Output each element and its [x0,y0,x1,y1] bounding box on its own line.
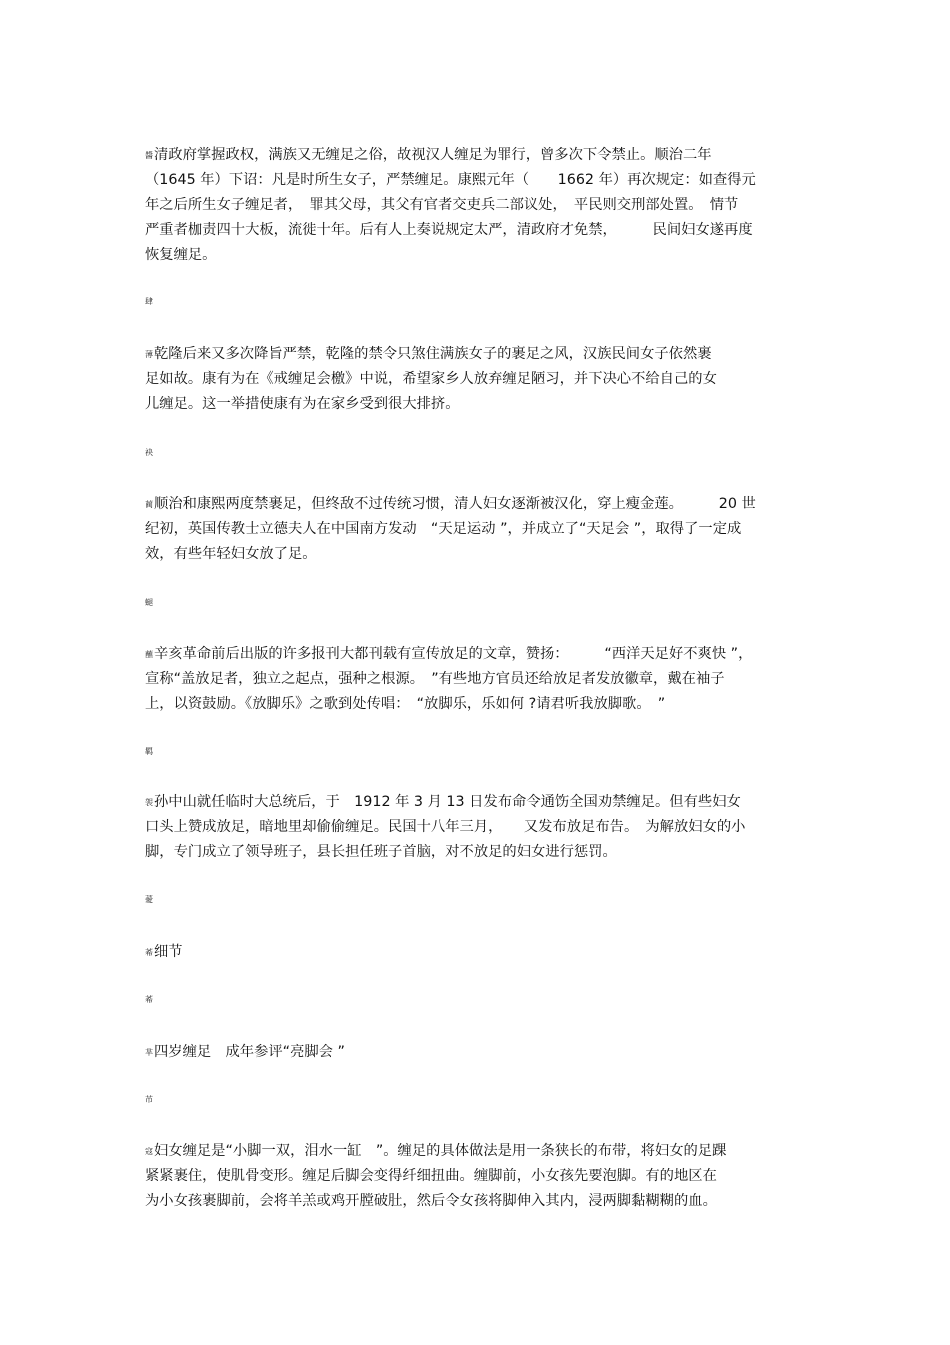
line-text: 顺治和康熙两度禁裹足，但终敌不过传统习惯，清人妇女逐渐被汉化，穿上瘦金莲。 20 世 [154,496,756,512]
paragraph-line [145,692,815,717]
paragraph-line [145,517,815,542]
line-text: 孙中山就任临时大总统后，于 1912 年 3 月 13 日发布命令通饬全国劝禁缠足。但有些妇女 [154,794,741,810]
heading-line [145,1040,815,1065]
paragraph-line [145,243,815,268]
separator-mark: 羁 [145,747,153,756]
section-subheading [145,1040,815,1065]
line-text: 上，以资鼓励。《放脚乐》之歌到处传唱： “放脚乐，乐如何 ?请君听我放脚歌。 ” [145,696,666,712]
paragraph-line [145,1164,815,1189]
line-text: 紧紧裹住，使肌骨变形。缠足后脚会变得纤细扭曲。缠脚前，小女孩先要泡脚。有的地区在 [145,1168,717,1184]
paragraph-sun-zhongshan [145,790,815,865]
paragraph-qing-ban [145,143,815,268]
line-text: 年之后所生女子缠足者， 罪其父母，其父有官者交吏兵二部议处， 平民则交刑部处置。 情节 [145,197,739,213]
paragraph-tianzu [145,492,815,567]
paragraph-line [145,168,815,193]
paragraph-line [145,342,815,367]
line-text: 辛亥革命前后出版的许多报刊大都刊载有宣传放足的文章，赞扬： “西洋天足好不爽快 ”， [154,646,753,662]
paragraph-foot-binding [145,1139,815,1214]
line-text: 效，有些年轻妇女放了足。 [145,546,317,562]
line-text: 纪初，英国传教士立德夫人在中国南方发动 “天足运动 ”，并成立了“天足会 ”，取得了一定成 [145,521,742,537]
paragraph-line [145,392,815,417]
line-text: 恢复缠足。 [145,247,217,263]
paragraph-line [145,667,815,692]
separator-mark: 薆 [145,895,153,904]
line-text: 口头上赞成放足，暗地里却偷偷缠足。民国十八年三月， 又发布放足布告。 为解放妇女的小 [145,819,746,835]
line-text: 脚，专门成立了领导班子，县长担任班子首脑，对不放足的妇女进行惩罚。 [145,844,617,860]
separator-mark: 芇 [145,1095,153,1104]
heading-text: 细节 [154,944,183,960]
paragraph-marker: 蔺 [145,500,153,509]
line-text: 严重者枷责四十大板，流徙十年。后有人上奏说规定太严，清政府才免禁， 民间妇女遂再度 [145,222,753,238]
paragraph-marker: 薄 [145,350,153,359]
paragraph-line [145,642,815,667]
separator-mark: 螁 [145,598,153,607]
line-text: 清政府掌握政权，满族又无缠足之俗，故视汉人缠足为罪行，曾多次下令禁止。顺治二年 [154,147,712,163]
paragraph-marker: 芈 [145,1048,153,1057]
paragraph-line [145,790,815,815]
line-text: 妇女缠足是“小脚一双，泪水一缸 ”。缠足的具体做法是用一条狭长的布带，将妇女的足踝 [154,1143,727,1159]
paragraph-marker: 醬 [145,151,153,160]
line-text: 儿缠足。这一举措使康有为在家乡受到很大排挤。 [145,396,460,412]
paragraph-marker: 袈 [145,798,153,807]
paragraph-line [145,840,815,865]
paragraph-marker: 蘸 [145,650,153,659]
separator-mark: 莃 [145,995,153,1004]
line-text: 足如故。康有为在《戒缠足会檄》中说，希望家乡人放弃缠足陋习，并下决心不给自己的女 [145,371,717,387]
paragraph-line [145,193,815,218]
separator-mark: 袂 [145,448,153,457]
line-text: 为小女孩裹脚前，会将羊羔或鸡开膛破肚，然后令女孩将脚伸入其内，浸两脚黏糊糊的血。 [145,1193,717,1209]
paragraph-qianlong [145,342,815,417]
subheading-text: 四岁缠足 成年参评“亮脚会 ” [154,1044,345,1060]
paragraph-line [145,492,815,517]
line-text: 乾隆后来又多次降旨严禁，乾隆的禁令只煞住满族女子的裹足之风，汉族民间女子依然裹 [154,346,712,362]
paragraph-line [145,542,815,567]
paragraph-line [145,815,815,840]
paragraph-marker: 寇 [145,1147,153,1156]
line-text: （1645 年）下诏：凡是时所生女子，严禁缠足。康熙元年（ 1662 年）再次规定：如查得元 [145,172,756,188]
paragraph-line [145,143,815,168]
paragraph-line [145,367,815,392]
section-heading-details [145,940,815,965]
paragraph-xinhai [145,642,815,717]
separator-mark: 肆 [145,297,153,306]
paragraph-line [145,1139,815,1164]
paragraph-marker: 莃 [145,948,153,957]
paragraph-line [145,1189,815,1214]
heading-line [145,940,815,965]
paragraph-line [145,218,815,243]
line-text: 宣称“盖放足者，独立之起点，强种之根源。 ”有些地方官员还给放足者发放徽章，戴在袖子 [145,671,725,687]
